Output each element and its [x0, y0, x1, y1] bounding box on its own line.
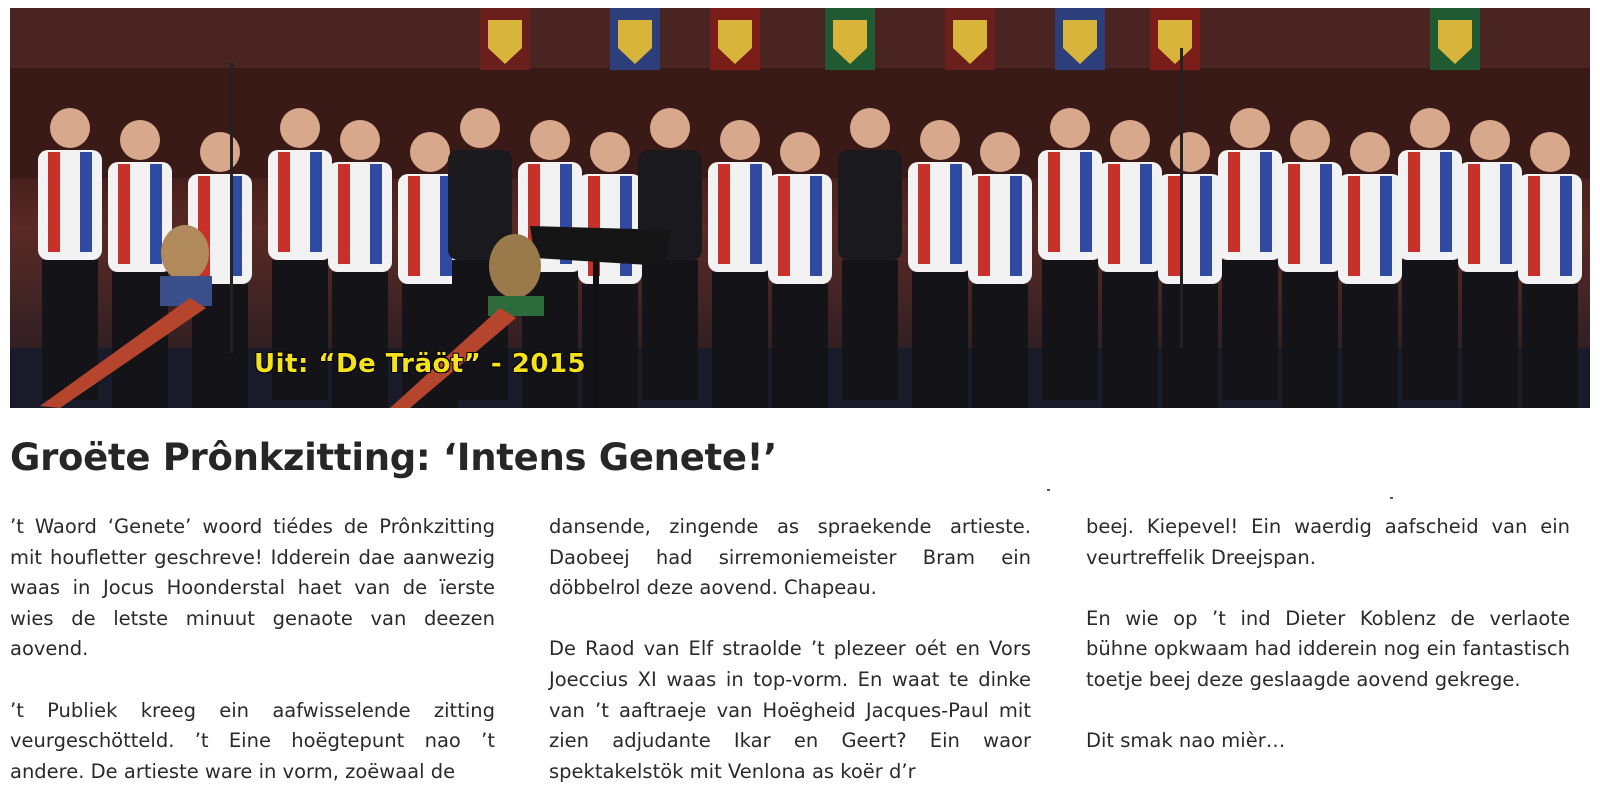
mic-stand — [230, 63, 233, 353]
article-column-3 — [1086, 512, 1570, 757]
heraldic-banner — [945, 8, 995, 70]
heraldic-banner — [1150, 8, 1200, 70]
heraldic-banner — [1430, 8, 1480, 70]
paragraph: De Raod van Elf straolde ’t plezeer oét en Vors Joeccius XI waas in top-vorm. En waat te dinke van ’t aaftraeje van Hoëgheid Jacques-Paul mit zien adjudante Ikar en Geert? Ein waor spektakelstök mit Venlona as koër d’r — [549, 637, 1031, 783]
choir-singer — [908, 120, 972, 408]
paragraph: En wie op ’t ind Dieter Koblenz de verlaote bühne opkwaam had idderein nog ein fantastisch toetje beej deze geslaagde aovend gekrege. — [1086, 606, 1570, 691]
choir-singer — [708, 120, 772, 408]
choir-singer — [1458, 120, 1522, 408]
paragraph: ’t Waord ‘Genete’ woord tiédes de Prônkzitting mit houfletter geschreve! Idderein dae aanwezig waas in Jocus Hoonderstal haet van de ïerste wies de letste minuut genaote van deezen aovend. — [10, 515, 495, 661]
mic-stand — [1180, 48, 1183, 348]
choir-singer — [38, 108, 102, 400]
choir-singer — [1098, 120, 1162, 408]
heraldic-banner — [480, 8, 530, 70]
heraldic-banner — [1055, 8, 1105, 70]
choir-singer — [1218, 108, 1282, 400]
heraldic-banner — [610, 8, 660, 70]
choir-singer — [1398, 108, 1462, 400]
paragraph: dansende, zingende as spraekende artieste. Daobeej had sirremoniemeister Bram ein döbbelrol deze aovend. Chapeau. — [549, 515, 1031, 600]
print-speck — [1047, 489, 1050, 491]
choir-singer — [838, 108, 902, 400]
heraldic-banner — [710, 8, 760, 70]
photo-caption: Uit: “De Träöt” - 2015 — [254, 349, 587, 379]
bust-statue — [160, 225, 212, 306]
paragraph: beej. Kiepevel! Ein waerdig aafscheid van ein veurtreffelik Dreejspan. — [1086, 515, 1570, 569]
choir-singer — [1038, 108, 1102, 400]
paragraph: ’t Publiek kreeg ein aafwisselende zitting veurgeschötteld. ’t Eine hoëgtepunt nao ’t andere. De artieste ware in vorm, zoëwaal de — [10, 698, 495, 783]
article-column-1 — [10, 512, 495, 787]
article-column-2 — [549, 512, 1031, 787]
choir-singer — [1278, 120, 1342, 408]
paragraph: Dit smak nao mièr… — [1086, 729, 1286, 753]
heraldic-banner — [825, 8, 875, 70]
print-speck — [1390, 497, 1393, 499]
choir-stage-scene — [10, 8, 1590, 408]
article-headline: Groëte Prônkzitting: ‘Intens Genete!’ — [10, 436, 778, 479]
article-photo — [10, 8, 1590, 408]
